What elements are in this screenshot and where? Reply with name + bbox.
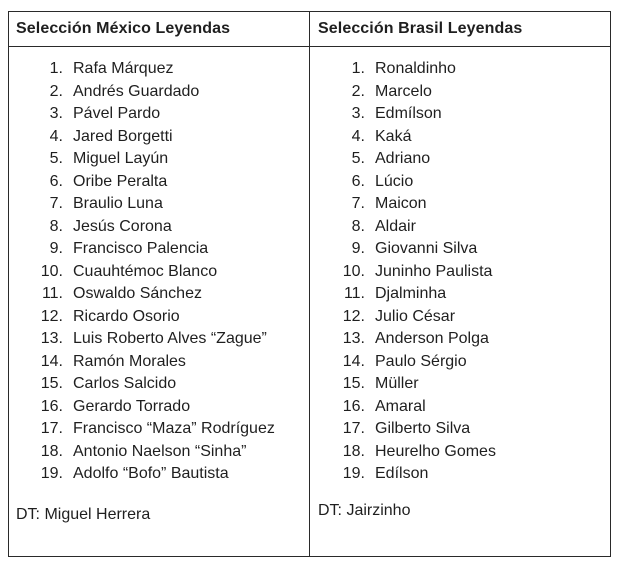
player-name: Ricardo Osorio xyxy=(73,307,180,325)
player-number: 13. xyxy=(342,330,365,348)
player-name: Braulio Luna xyxy=(73,195,163,213)
player-name: Edmílson xyxy=(375,105,442,123)
player-row xyxy=(9,81,309,104)
player-row xyxy=(310,216,610,239)
player-name: Müller xyxy=(375,375,419,393)
player-name: Adolfo “Bofo” Bautista xyxy=(73,465,229,483)
player-number: 4. xyxy=(351,127,365,145)
player-row xyxy=(9,58,309,81)
brasil-coach: DT: Jairzinho xyxy=(318,502,411,519)
player-row xyxy=(9,396,309,419)
player-row xyxy=(310,193,610,216)
player-number: 10. xyxy=(40,262,63,280)
player-number: 2. xyxy=(49,82,63,100)
player-row xyxy=(310,283,610,306)
player-row xyxy=(310,328,610,351)
player-row xyxy=(9,373,309,396)
player-name: Gerardo Torrado xyxy=(73,397,191,415)
player-number: 3. xyxy=(49,105,63,123)
player-number: 15. xyxy=(342,375,365,393)
player-name: Maicon xyxy=(375,195,427,213)
player-name: Andrés Guardado xyxy=(73,82,200,100)
player-number: 12. xyxy=(342,307,365,325)
player-row xyxy=(9,418,309,441)
player-number: 8. xyxy=(351,217,365,235)
player-name: Gilberto Silva xyxy=(375,420,471,438)
player-name: Cuauhtémoc Blanco xyxy=(73,262,218,280)
player-name: Antonio Naelson “Sinha” xyxy=(73,442,247,460)
player-name: Oswaldo Sánchez xyxy=(73,285,202,303)
player-number: 2. xyxy=(351,82,365,100)
player-row xyxy=(310,441,610,464)
player-name: Kaká xyxy=(375,127,412,145)
mexico-header: Selección México Leyendas xyxy=(9,12,309,47)
player-name: Julio César xyxy=(375,307,456,325)
player-row xyxy=(9,193,309,216)
player-row xyxy=(310,373,610,396)
brasil-player-list xyxy=(310,58,610,486)
player-row xyxy=(9,238,309,261)
player-name: Amaral xyxy=(375,397,426,415)
brasil-header: Selección Brasil Leyendas xyxy=(310,12,610,47)
player-row xyxy=(310,238,610,261)
player-name: Anderson Polga xyxy=(375,330,489,348)
player-name: Francisco “Maza” Rodríguez xyxy=(73,420,275,438)
player-row xyxy=(310,396,610,419)
player-row xyxy=(9,261,309,284)
player-number: 5. xyxy=(49,150,63,168)
player-number: 7. xyxy=(49,195,63,213)
player-number: 14. xyxy=(40,352,63,370)
player-number: 8. xyxy=(49,217,63,235)
player-name: Marcelo xyxy=(375,82,432,100)
player-name: Lúcio xyxy=(375,172,414,190)
player-number: 9. xyxy=(351,240,365,258)
player-number: 9. xyxy=(49,240,63,258)
mexico-player-list xyxy=(9,58,309,486)
player-number: 13. xyxy=(40,330,63,348)
player-name: Giovanni Silva xyxy=(375,240,478,258)
player-number: 17. xyxy=(342,420,365,438)
player-name: Juninho Paulista xyxy=(375,262,493,280)
player-name: Ramón Morales xyxy=(73,352,186,370)
player-name: Heurelho Gomes xyxy=(375,442,496,460)
player-number: 1. xyxy=(351,60,365,78)
player-number: 3. xyxy=(351,105,365,123)
player-name: Paulo Sérgio xyxy=(375,352,467,370)
player-number: 10. xyxy=(342,262,365,280)
player-row xyxy=(310,81,610,104)
player-row xyxy=(9,306,309,329)
player-name: Carlos Salcido xyxy=(73,375,177,393)
player-number: 11. xyxy=(343,285,365,303)
player-number: 6. xyxy=(351,172,365,190)
player-row xyxy=(310,148,610,171)
player-name: Jared Borgetti xyxy=(73,127,173,145)
player-number: 5. xyxy=(351,150,365,168)
player-number: 6. xyxy=(49,172,63,190)
player-name: Oribe Peralta xyxy=(73,172,168,190)
player-name: Francisco Palencia xyxy=(73,240,209,258)
player-row xyxy=(9,103,309,126)
player-number: 18. xyxy=(40,442,63,460)
mexico-coach: DT: Miguel Herrera xyxy=(16,506,151,523)
player-name: Edílson xyxy=(375,465,429,483)
player-row xyxy=(310,261,610,284)
player-row xyxy=(9,351,309,374)
brasil-column xyxy=(310,12,610,556)
player-row xyxy=(9,328,309,351)
player-row xyxy=(9,463,309,486)
player-name: Pável Pardo xyxy=(73,105,161,123)
player-name: Jesús Corona xyxy=(73,217,172,235)
player-row xyxy=(9,283,309,306)
player-number: 12. xyxy=(40,307,63,325)
player-number: 16. xyxy=(40,397,63,415)
player-row xyxy=(310,126,610,149)
player-row xyxy=(310,103,610,126)
player-row xyxy=(9,171,309,194)
roster-table xyxy=(8,11,611,557)
player-row xyxy=(310,351,610,374)
player-name: Adriano xyxy=(375,150,431,168)
player-name: Ronaldinho xyxy=(375,60,456,78)
player-row xyxy=(310,463,610,486)
player-number: 18. xyxy=(342,442,365,460)
player-name: Rafa Márquez xyxy=(73,60,174,78)
player-number: 19. xyxy=(40,465,63,483)
player-number: 11. xyxy=(41,285,63,303)
player-row xyxy=(9,148,309,171)
player-name: Miguel Layún xyxy=(73,150,169,168)
player-number: 7. xyxy=(351,195,365,213)
player-number: 4. xyxy=(49,127,63,145)
player-row xyxy=(9,441,309,464)
player-row xyxy=(310,171,610,194)
player-row xyxy=(9,216,309,239)
player-number: 19. xyxy=(342,465,365,483)
player-number: 15. xyxy=(40,375,63,393)
player-row xyxy=(9,126,309,149)
player-row xyxy=(310,306,610,329)
player-name: Djalminha xyxy=(375,285,447,303)
player-number: 1. xyxy=(49,60,63,78)
player-name: Aldair xyxy=(375,217,416,235)
player-number: 14. xyxy=(342,352,365,370)
player-name: Luis Roberto Alves “Zague” xyxy=(73,330,267,348)
mexico-column xyxy=(9,12,310,556)
player-number: 16. xyxy=(342,397,365,415)
player-row xyxy=(310,418,610,441)
player-number: 17. xyxy=(40,420,63,438)
player-row xyxy=(310,58,610,81)
